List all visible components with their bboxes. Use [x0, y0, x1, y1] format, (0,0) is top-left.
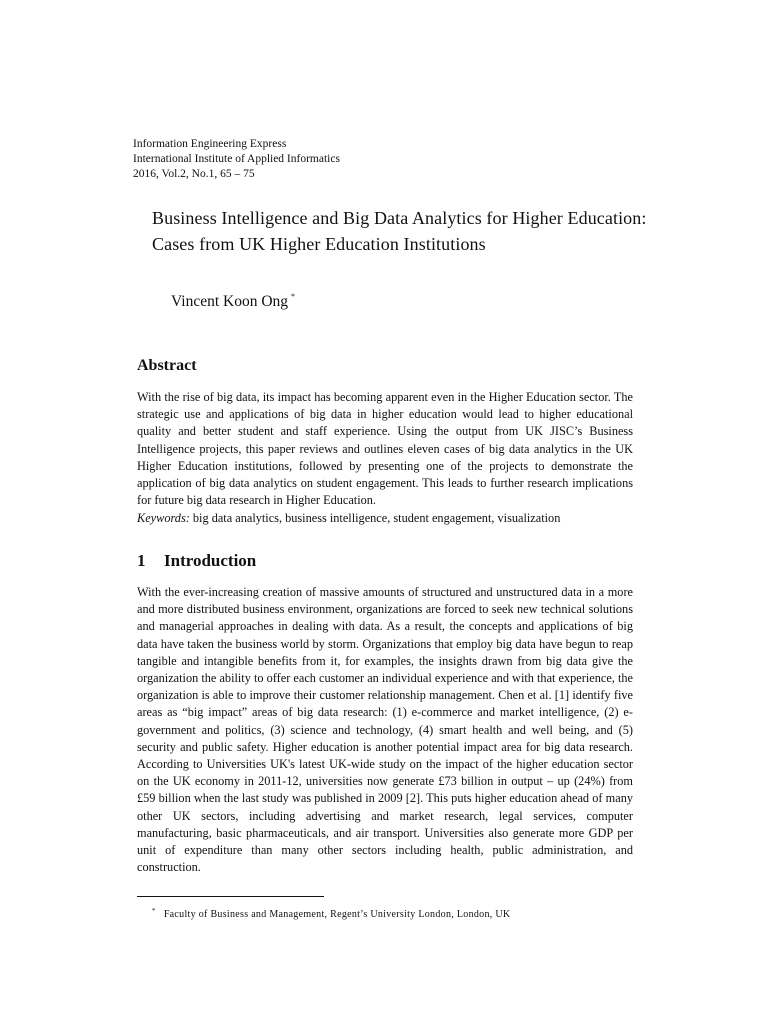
section-title: Introduction [164, 551, 257, 570]
journal-publisher: International Institute of Applied Informatics [133, 153, 340, 165]
abstract-body: With the rise of big data, its impact has becoming apparent even in the Higher Education sector. The strategic use and applications of big data in higher education would lead to higher educational quality and better student and staff experience. Using the output from UK JISC’s Business Intelligence projects, this paper reviews and outlines eleven cases of big data analytics in the UK Higher Education institutions, followed by presenting one of the projects to demonstrate the application of big data analytics on student engagement. This leads to further research implications for future big data research in Higher Education. [137, 390, 633, 508]
journal-name: Information Engineering Express [133, 138, 287, 150]
author-line [171, 286, 295, 313]
footnote-text: Faculty of Business and Management, Regent’s University London, London, UK [163, 909, 511, 920]
paper-title: Business Intelligence and Big Data Analytics for Higher Education: Cases from UK Higher Education Institutions [152, 208, 647, 254]
keywords-list: big data analytics, business intelligence, student engagement, visualization [192, 511, 561, 525]
keywords-label: Keywords: [137, 511, 190, 525]
author-name: Vincent Koon Ong [171, 293, 289, 310]
footnote-mark: * [152, 907, 156, 915]
journal-info [133, 137, 340, 182]
author-footnote-mark: * [291, 292, 296, 301]
keywords-line [137, 510, 633, 527]
journal-volume: 2016, Vol.2, No.1, 65 – 75 [133, 168, 255, 180]
introduction-body: With the ever-increasing creation of massive amounts of structured and unstructured data in a more and more distributed business environment, organizations are forced to seek new technical solutions and managerial approaches in dealing with data. As a result, the concepts and applications of big data have taken the business world by storm. Organizations that employ big data have begun to reap tangible and intangible benefits from it, for examples, the insights drawn from big data give the organization the ability to offer each customer an individual experience and with that experience, the organization is able to improve their customer relationship management. Chen et al. [1] identify five areas as “big impact” areas of big data research: (1) e-commerce and market intelligence, (2) e-government and politics, (3) science and technology, (4) smart health and well being, and (5) security and public safety. Higher education is another potential impact area for big data research. According to Universities UK's latest UK-wide study on the impact of the higher education sector on the UK economy in 2011-12, universities now generate £73 billion in output – up (24%) from £59 billion when the last study was published in 2009 [2]. This puts higher education ahead of many other UK sectors, including advertising and market research, legal services, computer manufacturing, basic pharmaceuticals, and air transport. Universities also generate more GDP per unit of expenditure than many other sectors including health, public administration, and construction. [137, 585, 633, 875]
footnote [152, 904, 510, 922]
section-number: 1 [137, 551, 146, 570]
footnote-divider [137, 896, 324, 897]
section-heading-introduction [137, 549, 256, 573]
abstract-heading: Abstract [137, 357, 197, 374]
